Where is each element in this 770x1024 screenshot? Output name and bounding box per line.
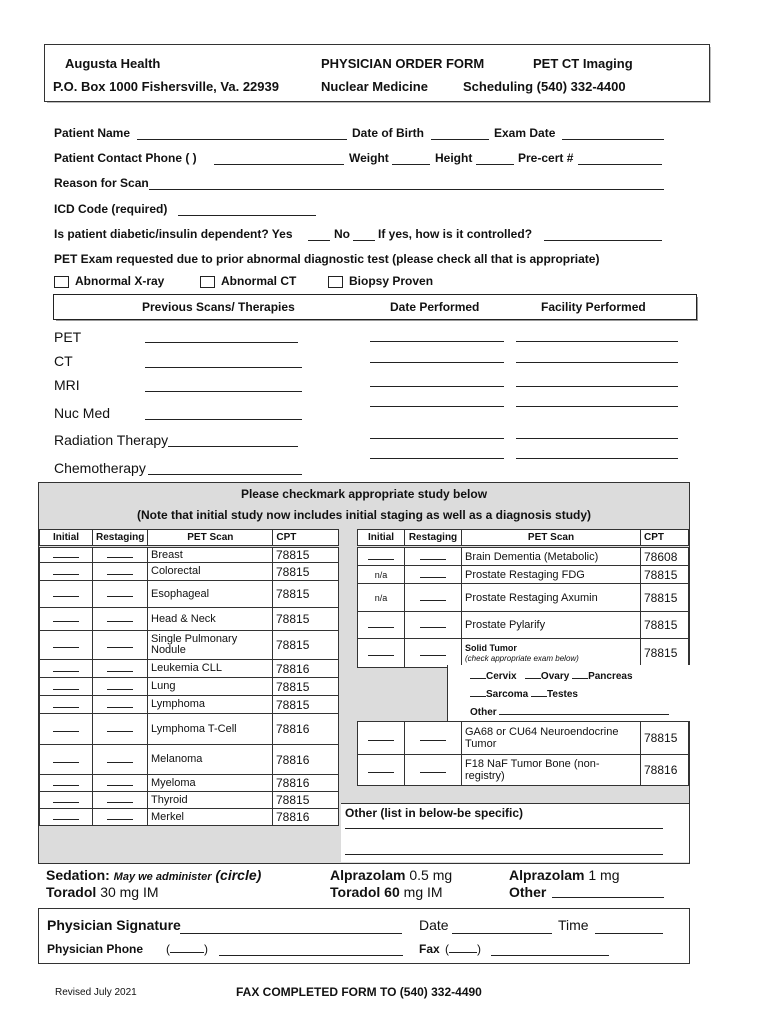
area-code-field[interactable] (170, 944, 204, 953)
table-row (40, 678, 339, 696)
restaging-check[interactable] (405, 548, 462, 566)
other-label: Other (list in below-be specific) (345, 806, 524, 820)
scan-name: Brain Dementia (Metabolic) (465, 550, 599, 563)
prev-row-nucmed: Nuc Med (54, 405, 111, 421)
blank-line (420, 732, 446, 741)
cpt-code: 78816 (273, 714, 339, 745)
col-restaging: Restaging (93, 530, 148, 546)
scan-name: GA68 or CU64 Neuroendocrine Tumor (462, 722, 641, 755)
table-row (358, 722, 689, 755)
scan-name: Lymphoma T-Cell (148, 714, 273, 745)
blank-line (53, 754, 79, 763)
table-row (40, 792, 339, 809)
initial-check[interactable] (40, 678, 93, 696)
option-label: Biopsy Proven (349, 274, 434, 288)
facility-line[interactable] (516, 362, 678, 363)
blank-line (53, 639, 79, 648)
solid-tumor-options (447, 665, 690, 722)
blank-line (107, 777, 133, 786)
blank-line (53, 811, 79, 820)
table-row (358, 566, 689, 584)
header-box (44, 44, 710, 102)
table-row (40, 563, 339, 581)
left-rows (39, 547, 339, 826)
dob-field[interactable] (431, 139, 489, 140)
restaging-check[interactable] (93, 608, 148, 631)
cervix-label: Cervix (486, 671, 517, 682)
facility-line[interactable] (516, 341, 678, 342)
blank-line (368, 551, 394, 560)
option-dose: 1 mg (588, 867, 620, 883)
col-cpt: CPT (641, 530, 689, 546)
option-dose: 0.5 mg (409, 867, 453, 883)
blank-line (107, 811, 133, 820)
cpt-code: 78816 (273, 745, 339, 775)
blank-line (420, 569, 446, 578)
initial-check[interactable] (358, 584, 405, 612)
cpt-code: 78816 (641, 755, 689, 786)
weight-label: Weight (349, 151, 389, 165)
blank-line (420, 647, 446, 656)
physician-phone-label: Physician Phone (47, 942, 144, 956)
initial-check[interactable] (40, 809, 93, 826)
initial-check[interactable] (40, 792, 93, 809)
table-row (40, 696, 339, 714)
other-box (341, 803, 689, 862)
exam-date-label: Exam Date (494, 126, 556, 140)
diabetic-yes-field[interactable] (308, 240, 330, 241)
blank-line (107, 681, 133, 690)
ovary-label: Ovary (540, 671, 570, 682)
option-name: Alprazolam (330, 867, 406, 883)
fax-area-field[interactable] (449, 944, 477, 953)
restaging-check[interactable] (405, 755, 462, 786)
icd-field[interactable] (178, 215, 316, 216)
height-field[interactable] (476, 164, 514, 165)
other-line[interactable] (345, 854, 663, 855)
initial-check[interactable] (40, 608, 93, 631)
date-line[interactable] (370, 406, 504, 407)
prev-pet-field[interactable] (145, 342, 298, 343)
blank-line (368, 732, 394, 741)
col-restaging: Restaging (405, 530, 462, 546)
phone-label: Patient Contact Phone ( ) (54, 151, 197, 165)
physician-date-label: Date (419, 917, 449, 933)
date-line[interactable] (370, 438, 504, 439)
blank-line (53, 549, 79, 558)
org-address: P.O. Box 1000 Fishersville, Va. 22939 (53, 79, 279, 94)
prev-mri-field[interactable] (145, 391, 302, 392)
sarcoma-check[interactable] (470, 688, 486, 697)
option-biopsy-proven[interactable] (328, 274, 433, 288)
left-study-table (39, 529, 339, 546)
option-abnormal-xray[interactable] (54, 274, 164, 288)
right-rows (357, 547, 689, 668)
blank-line (420, 764, 446, 773)
blank-line (107, 639, 133, 648)
option-name: Toradol (46, 884, 97, 900)
physician-time-field[interactable] (595, 933, 663, 934)
blank-line (368, 764, 394, 773)
restaging-check[interactable] (405, 584, 462, 612)
scan-name: Myeloma (148, 775, 273, 792)
scan-name: Colorectal (148, 563, 273, 581)
table-row (40, 714, 339, 745)
blank-line (368, 619, 394, 628)
dob-label: Date of Birth (352, 126, 424, 140)
physician-fax-field[interactable] (491, 955, 609, 956)
table-row (40, 631, 339, 660)
cpt-code: 78816 (273, 775, 339, 792)
blank-line (53, 663, 79, 672)
initial-check[interactable] (358, 639, 405, 668)
blank-line (420, 619, 446, 628)
physician-date-field[interactable] (452, 933, 552, 934)
prev-radiation-field[interactable] (168, 446, 298, 447)
prev-row-pet: PET (54, 329, 82, 345)
cpt-code: 78816 (273, 660, 339, 678)
initial-check[interactable] (40, 660, 93, 678)
initial-check[interactable] (40, 696, 93, 714)
cpt-code: 78815 (273, 696, 339, 714)
option-dose: mg IM (403, 884, 443, 900)
restaging-check[interactable] (405, 722, 462, 755)
initial-check[interactable] (358, 612, 405, 639)
scan-name-cell (462, 566, 641, 584)
scan-name: Single Pulmonary Nodule (148, 631, 273, 660)
cpt-code: 78816 (273, 809, 339, 826)
option-name: Toradol 60 (330, 884, 400, 900)
scan-name: Esophageal (148, 581, 273, 608)
blank-line (53, 723, 79, 732)
sedation-line (46, 867, 261, 883)
alprazolam-1[interactable] (509, 867, 619, 883)
scan-name: Prostate Restaging Axumin (465, 591, 598, 604)
initial-check[interactable] (40, 745, 93, 775)
ovary-check[interactable] (525, 670, 541, 679)
testes-check[interactable] (531, 688, 547, 697)
study-note: (Note that initial study now includes initial staging as well as a diagnosis study) (136, 508, 592, 522)
prev-row-ct: CT (54, 353, 73, 369)
left-study-rows (39, 547, 339, 826)
solid-row2 (470, 688, 578, 700)
physician-sig-field[interactable] (180, 933, 402, 934)
table-row (40, 660, 339, 678)
table-row (40, 548, 339, 563)
org-name: Augusta Health (65, 56, 161, 71)
prev-row-radiation: Radiation Therapy (54, 432, 169, 448)
initial-check[interactable] (40, 548, 93, 563)
restaging-check[interactable] (93, 745, 148, 775)
table-row (40, 581, 339, 608)
initial-check[interactable] (40, 775, 93, 792)
scan-name: Merkel (148, 809, 273, 826)
blank-line (53, 613, 79, 622)
blank-line (107, 549, 133, 558)
scan-name-cell (462, 639, 641, 668)
col-pet-scan: PET Scan (148, 530, 273, 546)
na-label: n/a (374, 569, 388, 580)
blank-line (368, 647, 394, 656)
precert-field[interactable] (578, 164, 662, 165)
diabetic-question: Is patient diabetic/insulin dependent? Yes (54, 227, 293, 241)
blank-line (107, 723, 133, 732)
initial-check[interactable] (358, 755, 405, 786)
option-label: Abnormal X-ray (75, 274, 165, 288)
cpt-code: 78815 (273, 678, 339, 696)
blank-line (53, 699, 79, 708)
blank-line (107, 566, 133, 575)
cpt-code: 78815 (641, 722, 689, 755)
blank-line (107, 613, 133, 622)
checkbox-icon[interactable] (54, 276, 69, 288)
solid-row1 (470, 670, 633, 682)
option-abnormal-ct[interactable] (200, 274, 296, 288)
weight-field[interactable] (392, 164, 430, 165)
prev-row-chemo: Chemotherapy (54, 460, 146, 476)
cpt-code: 78815 (641, 612, 689, 639)
right-study-rows-2 (357, 721, 689, 786)
toradol-60[interactable] (330, 884, 443, 900)
cpt-code: 78815 (273, 792, 339, 809)
facility-line[interactable] (516, 406, 678, 407)
department: Nuclear Medicine (321, 79, 428, 94)
na-label: n/a (374, 592, 388, 603)
cpt-code: 78815 (641, 566, 689, 584)
phone-field[interactable] (214, 164, 344, 165)
scheduling: Scheduling (540) 332-4400 (463, 79, 626, 94)
scan-name: Leukemia CLL (148, 660, 273, 678)
diabetic-no-field[interactable] (353, 240, 375, 241)
sedation-note: May we administer (113, 871, 212, 883)
height-label: Height (435, 151, 473, 165)
checkbox-icon[interactable] (328, 276, 343, 288)
patient-name-label: Patient Name (54, 126, 131, 140)
physician-time-label: Time (558, 917, 589, 933)
reason-label: Reason for Scan (54, 176, 149, 190)
service: PET CT Imaging (533, 56, 633, 71)
prev-chemo-field[interactable] (148, 474, 302, 475)
checkbox-icon[interactable] (200, 276, 215, 288)
restaging-check[interactable] (93, 660, 148, 678)
scan-name-cell (462, 548, 641, 566)
initial-check[interactable] (40, 631, 93, 660)
scan-name: Lung (148, 678, 273, 696)
blank-line (107, 699, 133, 708)
cpt-code: 78815 (641, 639, 689, 668)
cpt-code: 78815 (273, 608, 339, 631)
blank-line (420, 592, 446, 601)
restaging-check[interactable] (405, 566, 462, 584)
date-line[interactable] (370, 458, 504, 459)
previous-header-bar (53, 294, 697, 320)
option-label: Abnormal CT (221, 274, 297, 288)
restaging-check[interactable] (93, 678, 148, 696)
physician-box (38, 908, 690, 964)
table-row (358, 612, 689, 639)
sedation-other-label: Other (509, 884, 547, 900)
blank-line (107, 588, 133, 597)
other-label: Other (470, 707, 497, 718)
pancreas-label: Pancreas (588, 671, 633, 682)
blank-line (53, 566, 79, 575)
blank-line (53, 777, 79, 786)
cervix-check[interactable] (470, 670, 486, 679)
restaging-check[interactable] (93, 714, 148, 745)
col-pet-scan: PET Scan (462, 530, 641, 546)
initial-check[interactable] (40, 581, 93, 608)
restaging-check[interactable] (93, 631, 148, 660)
exam-date-field[interactable] (562, 139, 664, 140)
blank-line (107, 754, 133, 763)
precert-label: Pre-cert # (518, 151, 574, 165)
facility-line[interactable] (516, 458, 678, 459)
prev-nucmed-field[interactable] (145, 419, 302, 420)
fax-instructions: FAX COMPLETED FORM TO (540) 332-4490 (236, 985, 482, 999)
restaging-check[interactable] (93, 792, 148, 809)
revised-date: Revised July 2021 (55, 987, 137, 998)
toradol-30[interactable] (46, 884, 159, 900)
cpt-code: 78815 (273, 548, 339, 563)
table-row (358, 639, 689, 668)
scan-name: Prostate Pylarify (465, 619, 546, 631)
restaging-check[interactable] (405, 612, 462, 639)
previous-col-date: Date Performed (390, 300, 480, 314)
date-line[interactable] (370, 362, 504, 363)
previous-col-scans: Previous Scans/ Therapies (142, 300, 295, 314)
col-cpt: CPT (273, 530, 339, 546)
scan-name: Melanoma (148, 745, 273, 775)
blank-line (53, 588, 79, 597)
solid-other-field[interactable] (499, 706, 669, 715)
scan-name: Thyroid (148, 792, 273, 809)
physician-fax-paren: ( ) (445, 942, 481, 956)
option-name: Alprazolam (509, 867, 585, 883)
sedation-other-field[interactable] (552, 897, 664, 898)
scan-name: F18 NaF Tumor Bone (non-registry) (462, 755, 641, 786)
initial-check[interactable] (358, 566, 405, 584)
initial-check[interactable] (40, 563, 93, 581)
sedation-circle: (circle) (215, 867, 262, 883)
prev-ct-field[interactable] (145, 367, 302, 368)
blank-line (107, 794, 133, 803)
cpt-code: 78608 (641, 548, 689, 566)
scan-name: Prostate Restaging FDG (465, 568, 585, 581)
cpt-code: 78815 (273, 563, 339, 581)
date-line[interactable] (370, 341, 504, 342)
table-row (358, 755, 689, 786)
restaging-check[interactable] (93, 696, 148, 714)
patient-name-field[interactable] (137, 139, 347, 140)
scan-name: Lymphoma (148, 696, 273, 714)
scan-name: Solid Tumor (465, 642, 517, 653)
col-initial: Initial (358, 530, 405, 546)
prior-heading: PET Exam requested due to prior abnormal diagnostic test (please check all that is appropriate) (54, 252, 600, 266)
table-row (40, 809, 339, 826)
physician-sig-label: Physician Signature (47, 917, 181, 933)
restaging-check[interactable] (93, 775, 148, 792)
right-study-rows (357, 547, 689, 668)
initial-check[interactable] (40, 714, 93, 745)
alprazolam-05[interactable] (330, 867, 452, 883)
col-initial: Initial (40, 530, 93, 546)
physician-phone-field[interactable] (219, 955, 403, 956)
prev-row-mri: MRI (54, 377, 80, 393)
diabetic-no-label: No (334, 227, 350, 241)
restaging-check[interactable] (405, 639, 462, 668)
physician-fax-label: Fax (419, 942, 440, 956)
table-row (40, 608, 339, 631)
physician-phone-paren: ( ) (166, 942, 208, 956)
scan-name-cell (462, 584, 641, 612)
reason-field[interactable] (149, 189, 664, 190)
study-section (38, 482, 690, 864)
other-line[interactable] (345, 828, 663, 829)
restaging-check[interactable] (93, 548, 148, 563)
study-title: Please checkmark appropriate study below (240, 487, 488, 501)
initial-check[interactable] (358, 548, 405, 566)
table-row (358, 584, 689, 612)
sarcoma-label: Sarcoma (486, 689, 529, 700)
scan-name: Breast (148, 548, 273, 563)
blank-line (53, 794, 79, 803)
table-row (40, 775, 339, 792)
controlled-field[interactable] (544, 240, 662, 241)
restaging-check[interactable] (93, 809, 148, 826)
controlled-question: If yes, how is it controlled? (378, 227, 533, 241)
right-study-table (357, 529, 689, 546)
testes-label: Testes (547, 689, 578, 700)
initial-check[interactable] (358, 722, 405, 755)
scan-name-cell (462, 612, 641, 639)
restaging-check[interactable] (93, 581, 148, 608)
cpt-code: 78815 (273, 581, 339, 608)
option-dose: 30 mg IM (100, 884, 159, 900)
facility-line[interactable] (516, 386, 678, 387)
sedation-label: Sedation: (46, 867, 110, 883)
blank-line (107, 663, 133, 672)
cpt-code: 78815 (641, 584, 689, 612)
pancreas-check[interactable] (572, 670, 588, 679)
cpt-code: 78815 (273, 631, 339, 660)
form-title: PHYSICIAN ORDER FORM (321, 56, 485, 71)
scan-subnote: (check appropriate exam below) (465, 653, 579, 663)
facility-line[interactable] (516, 438, 678, 439)
table-row (40, 745, 339, 775)
blank-line (53, 681, 79, 690)
previous-col-facility: Facility Performed (541, 300, 646, 314)
solid-other (470, 706, 669, 718)
scan-name: Head & Neck (148, 608, 273, 631)
icd-label: ICD Code (required) (54, 202, 168, 216)
blank-line (420, 551, 446, 560)
table-row (358, 548, 689, 566)
restaging-check[interactable] (93, 563, 148, 581)
date-line[interactable] (370, 386, 504, 387)
